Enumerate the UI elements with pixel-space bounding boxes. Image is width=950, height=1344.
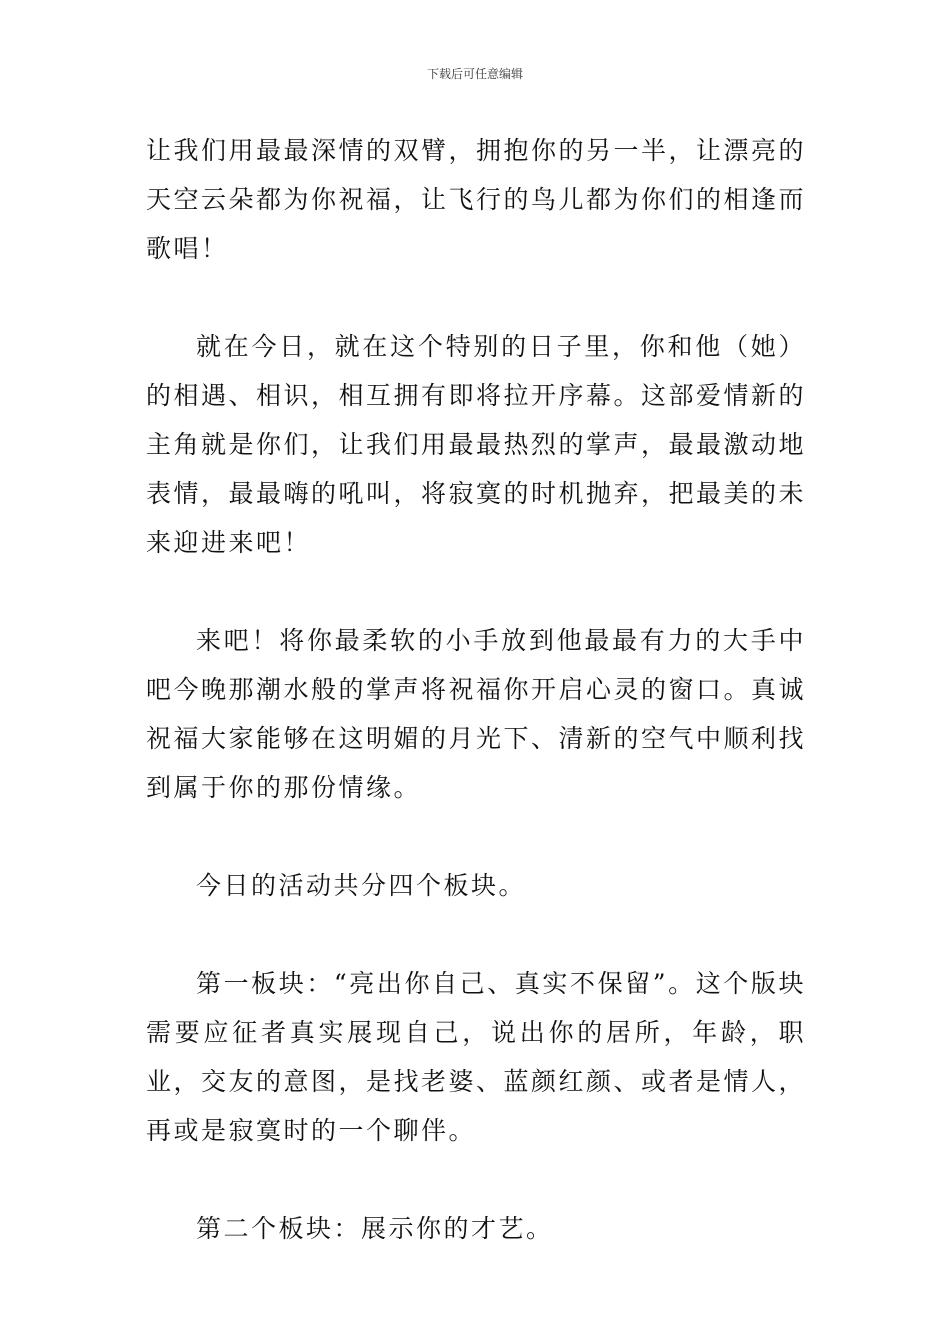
header-note: 下载后可任意编辑 — [426, 67, 523, 81]
paragraph-gap — [146, 1155, 806, 1204]
paragraph-1: 让我们用最最深情的双臂，拥抱你的另一半，让漂亮的天空云朵都为你祝福，让飞行的鸟儿都为你们的相逢而歌唱！ — [146, 136, 807, 263]
paragraph-gap — [146, 273, 806, 322]
paragraph-3: 来吧！将你最柔软的小手放到他最最有力的大手中吧今晚那潮水般的掌声将祝福你开启心灵的窗口。真诚祝福大家能够在这明媚的月光下、清新的空气中顺利找到属于你的那份情缘。 — [146, 626, 807, 802]
paragraph-2: 就在今日，就在这个特别的日子里，你和他（她）的相遇、相识，相互拥有即将拉开序幕。这部爱情新的主角就是你们，让我们用最最热烈的掌声，最最激动地表情，最最嗨的吼叫，将寂寞的时机抛弃，把最美的未来迎进来吧！ — [146, 332, 807, 557]
paragraph-gap — [146, 812, 806, 861]
document-body — [146, 126, 806, 1253]
paragraph-5: 第一板块：“亮出你自己、真实不保留”。这个版块需要应征者真实展现自己，说出你的居所，年龄，职业，交友的意图，是找老婆、蓝颜红颜、或者是情人，再或是寂寞时的一个聊伴。 — [146, 969, 807, 1145]
paragraph-6: 第二个板块：展示你的才艺。 — [196, 1214, 554, 1243]
paragraph-gap — [146, 567, 806, 616]
paragraph-gap — [146, 910, 806, 959]
paragraph-4: 今日的活动共分四个板块。 — [196, 871, 527, 900]
